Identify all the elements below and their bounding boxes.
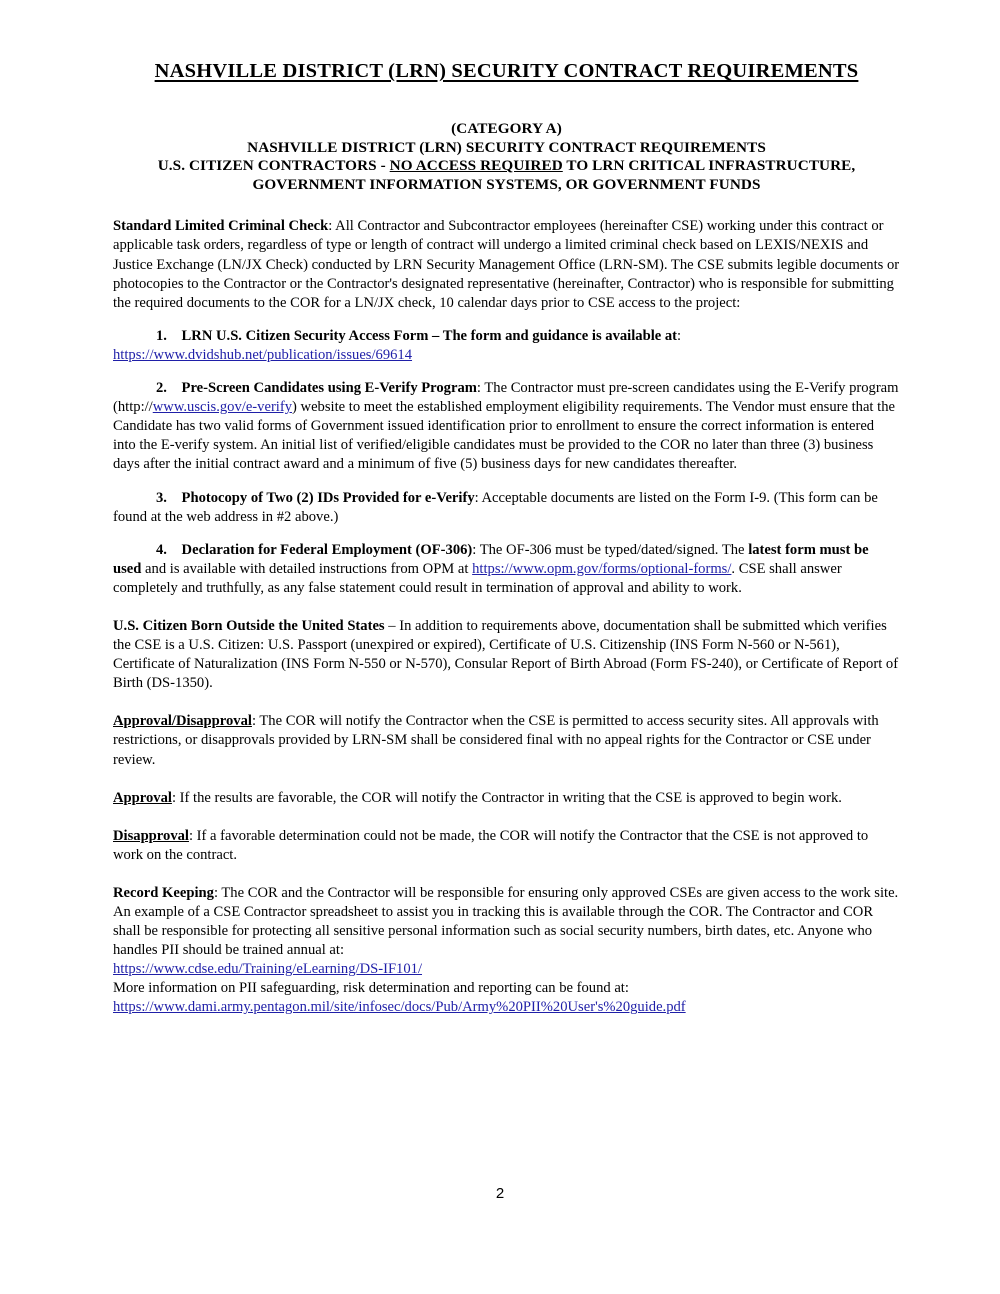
paragraph-item-3 (113, 489, 900, 527)
page-title: NASHVILLE DISTRICT (LRN) SECURITY CONTRACT REQUIREMENTS (154, 60, 859, 82)
body-standard-limited-criminal-check: : All Contractor and Subcontractor employees (hereinafter CSE) working under this contract or applicable task orders, regardless of type or length of contract will undergo a limited criminal check based on LEXIS/NEXIS and Justice Exchange (LN/JX Check) conducted by LRN Security Management Office (LRN-SM). The CSE submits legible documents or photocopies to the Contractor or the Contractor's designated representative (hereinafter, Contractor) who is responsible for submitting the required documents to the COR for a LN/JX check, 10 calendar days prior to CSE access to the project: (113, 218, 900, 311)
lead-born-outside-us: U.S. Citizen Born Outside the United States (113, 617, 385, 634)
body-item-2-before: : The Contractor must pre-screen candidates using the E-Verify program (http:// (113, 380, 899, 416)
page-number: 2 (495, 1185, 505, 1202)
paragraph-more-information: More information on PII safeguarding, risk determination and reporting can be found at: (113, 980, 629, 997)
body-item-2-after: ) website to meet the established employment eligibility requirements. The Vendor must ensure that the Candidate has two valid forms of Government issued identification prior to enrollment to ensure the correct information is entered into the E-verify system. An initial list of verified/eligible candidates must be provided to the COR no later than three (3) business days after the initial contract award and a minimum of five (5) business days for new candidates thereafter. (113, 399, 895, 473)
lead-approval: Approval (113, 789, 172, 806)
body-item-4-before: : The OF-306 must be typed/dated/signed. The (472, 541, 749, 558)
item-1-colon: : (677, 327, 682, 344)
header-line-3-before: U.S. CITIZEN CONTRACTORS - (157, 157, 390, 175)
paragraph-standard-limited-criminal-check (113, 217, 900, 312)
lead-record-keeping: Record Keeping (113, 884, 214, 901)
paragraph-approval-disapproval (113, 712, 900, 769)
paragraph-item-1 (113, 327, 900, 346)
lead-disapproval: Disapproval (113, 827, 189, 844)
lead-item-4-latest-form: latest form must be used (113, 541, 869, 577)
paragraph-item-4 (113, 541, 900, 598)
item-3-number: 3. (156, 489, 167, 506)
body-disapproval: : If a favorable determination could not be made, the COR will notify the Contractor that the CSE is not approved to work on the contract. (113, 827, 869, 863)
body-item-4-mid: and is available with detailed instructions from OPM at (141, 560, 473, 577)
document-header-block (113, 120, 900, 194)
header-line-2: NASHVILLE DISTRICT (LRN) SECURITY CONTRACT REQUIREMENTS (247, 138, 766, 156)
paragraph-record-keeping-link-2 (113, 998, 900, 1017)
link-cdse-training[interactable]: https://www.cdse.edu/Training/eLearning/DS-IF101/ (113, 961, 423, 978)
header-line-4: GOVERNMENT INFORMATION SYSTEMS, OR GOVERNMENT FUNDS (252, 175, 761, 193)
item-1-number: 1. (156, 327, 167, 344)
link-dvidshub-publication[interactable]: https://www.dvidshub.net/publication/issues/69614 (113, 346, 413, 363)
link-uscis-everify[interactable]: www.uscis.gov/e-verify (152, 399, 293, 416)
lead-approval-disapproval: Approval/Disapproval (113, 713, 252, 730)
lead-item-3: Photocopy of Two (2) IDs Provided for e-Verify (181, 489, 475, 506)
lead-item-4: Declaration for Federal Employment (OF-306) (181, 541, 473, 558)
header-line-3-after: TO LRN CRITICAL INFRASTRUCTURE, (562, 157, 856, 175)
paragraph-disapproval (113, 827, 900, 865)
body-item-4-after: . CSE shall answer completely and truthfully, as any false statement could result in termination of approval and ability to work. (113, 560, 842, 596)
header-category: (CATEGORY A) (451, 120, 562, 137)
paragraph-born-outside-us (113, 617, 900, 693)
lead-item-2: Pre-Screen Candidates using E-Verify Program (181, 380, 477, 397)
body-record-keeping: : The COR and the Contractor will be responsible for ensuring only approved CSEs are given access to the work site. An example of a CSE Contractor spreadsheet to assist you in tracking this is available through the COR. The Contractor and COR shall be responsible for protecting all sensitive personal information such as social security numbers, birth dates, etc. Anyone who handles PII should be trained annual at: (113, 884, 899, 959)
paragraph-item-2 (113, 379, 900, 474)
body-born-outside-us: – In addition to requirements above, documentation shall be submitted which verifies the CSE is a U.S. Citizen: U.S. Passport (unexpired or expired), Certificate of U.S. Citizenship (INS Form N-560 or N-561), Certificate of Naturalization (INS Form N-550 or N-570), Consular Report of Birth Abroad (Form FS-240), or Certificate of Report of Birth (DS-1350). (113, 617, 899, 692)
paragraph-record-keeping (113, 884, 900, 960)
item-2-number: 2. (156, 380, 167, 397)
body-approval: : If the results are favorable, the COR will notify the Contractor in writing that the CSE is approved to begin work. (171, 789, 842, 806)
paragraph-item-1-link (113, 346, 900, 365)
body-item-3: : Acceptable documents are listed on the Form I-9. (This form can be found at the web address in #2 above.) (113, 489, 878, 525)
body-approval-disapproval: : The COR will notify the Contractor when the CSE is permitted to access security sites. All approvals with restrictions, or disapprovals provided by LRN-SM shall be considered final with no appeal rights for the Contractor or CSE under review. (113, 713, 879, 768)
link-opm-optional-forms[interactable]: https://www.opm.gov/forms/optional-forms/ (472, 560, 732, 577)
paragraph-record-keeping-link-1 (113, 960, 900, 979)
header-line-3 (113, 157, 900, 176)
item-4-number: 4. (156, 541, 167, 558)
link-dami-army-pii-guide[interactable]: https://www.dami.army.pentagon.mil/site/infosec/docs/Pub/Army%20PII%20User's%20guide.pdf (113, 999, 686, 1016)
header-no-access-required: NO ACCESS REQUIRED (389, 157, 563, 175)
paragraph-approval (113, 789, 900, 808)
lead-standard-limited-criminal-check: Standard Limited Criminal Check (113, 218, 329, 235)
lead-item-1: LRN U.S. Citizen Security Access Form – The form and guidance is available at (181, 327, 678, 344)
